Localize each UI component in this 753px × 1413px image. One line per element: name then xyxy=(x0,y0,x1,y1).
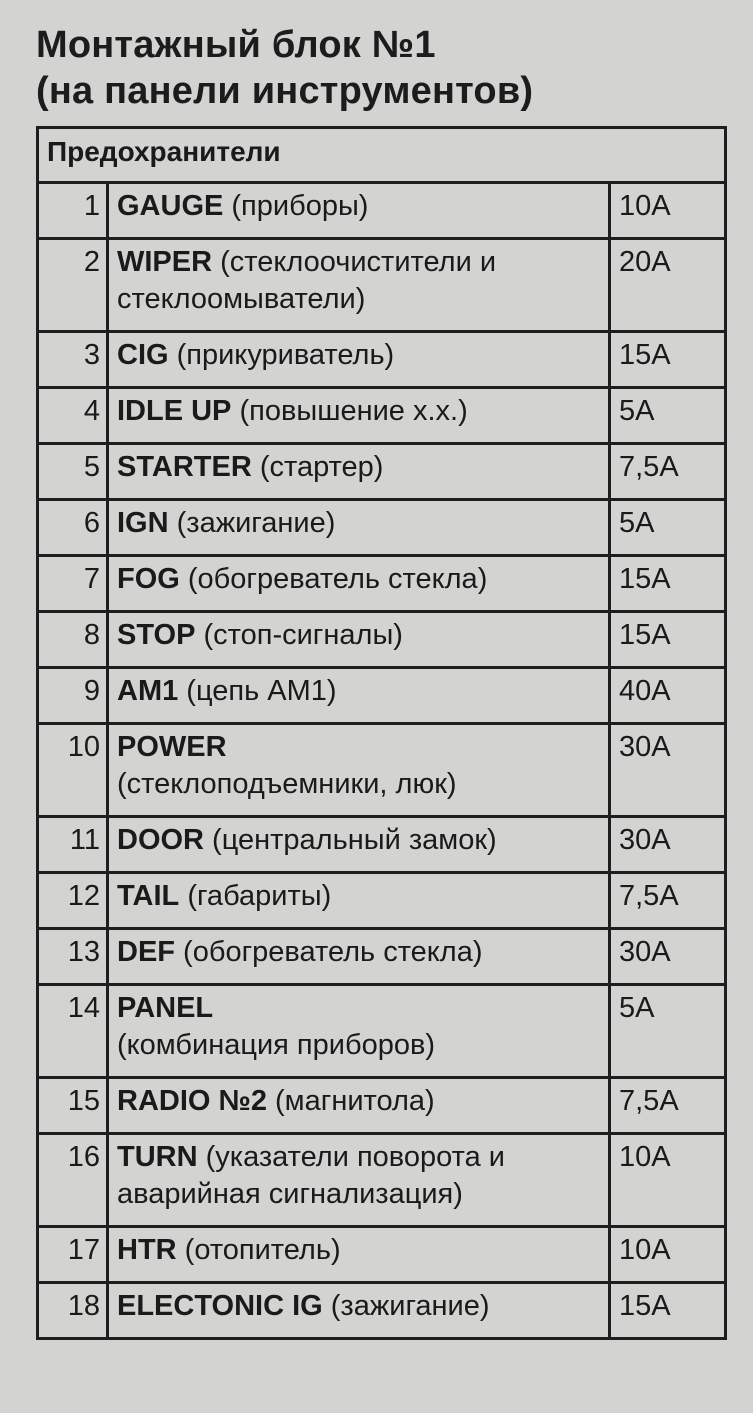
fuse-rating: 7,5A xyxy=(610,444,726,500)
fuse-code: RADIO №2 xyxy=(117,1085,267,1117)
table-row xyxy=(38,1134,726,1227)
fuse-description xyxy=(108,332,610,388)
table-row xyxy=(38,388,726,444)
fuse-code: IGN xyxy=(117,507,169,539)
fuse-number: 15 xyxy=(38,1078,108,1134)
fuse-description xyxy=(108,929,610,985)
fuse-function: (габариты) xyxy=(179,880,332,912)
fuse-table-body xyxy=(38,183,726,1339)
fuse-number: 3 xyxy=(38,332,108,388)
fuse-code: IDLE UP xyxy=(117,395,232,427)
fuse-rating: 30A xyxy=(610,724,726,817)
fuse-function: (центральный замок) xyxy=(204,824,497,856)
title-line-1: Монтажный блок №1 xyxy=(36,24,436,66)
fuse-description xyxy=(108,556,610,612)
fuse-group-header: Предохранители xyxy=(38,128,726,183)
fuse-description xyxy=(108,239,610,332)
fuse-code: AM1 xyxy=(117,675,179,707)
fuse-description xyxy=(108,500,610,556)
fuse-function: (обогреватель стекла) xyxy=(179,563,488,595)
table-row xyxy=(38,1283,726,1339)
fuse-description xyxy=(108,388,610,444)
fuse-code: TAIL xyxy=(117,880,180,912)
fuse-rating: 15A xyxy=(610,332,726,388)
fuse-number: 1 xyxy=(38,183,108,239)
fuse-code: POWER xyxy=(117,731,227,763)
fuse-rating: 10A xyxy=(610,1227,726,1283)
fuse-rating: 5A xyxy=(610,500,726,556)
fuse-rating: 30A xyxy=(610,929,726,985)
fuse-code: STARTER xyxy=(117,451,252,483)
fuse-description xyxy=(108,444,610,500)
table-row xyxy=(38,1227,726,1283)
fuse-number: 9 xyxy=(38,668,108,724)
fuse-rating: 10A xyxy=(610,1134,726,1227)
fuse-code: DOOR xyxy=(117,824,204,856)
fuse-number: 10 xyxy=(38,724,108,817)
fuse-rating: 5A xyxy=(610,985,726,1078)
fuse-rating: 20A xyxy=(610,239,726,332)
fuse-function: (обогреватель стекла) xyxy=(175,936,483,968)
fuse-number: 5 xyxy=(38,444,108,500)
fuse-number: 17 xyxy=(38,1227,108,1283)
fuse-function: (цепь АМ1) xyxy=(178,675,337,707)
fuse-description xyxy=(108,817,610,873)
table-row xyxy=(38,500,726,556)
title-line-2: (на панели инструментов) xyxy=(36,70,534,112)
table-row xyxy=(38,873,726,929)
table-row xyxy=(38,444,726,500)
fuse-code: PANEL xyxy=(117,992,214,1024)
fuse-description xyxy=(108,183,610,239)
fuse-number: 12 xyxy=(38,873,108,929)
fuse-rating: 7,5A xyxy=(610,1078,726,1134)
fuse-function: (стартер) xyxy=(251,451,384,483)
fuse-rating: 15A xyxy=(610,612,726,668)
fuse-description xyxy=(108,612,610,668)
fuse-number: 6 xyxy=(38,500,108,556)
fuse-rating: 15A xyxy=(610,1283,726,1339)
table-row xyxy=(38,556,726,612)
fuse-rating: 5A xyxy=(610,388,726,444)
fuse-function: (повышение х.х.) xyxy=(231,395,468,427)
table-row xyxy=(38,332,726,388)
fuse-number: 14 xyxy=(38,985,108,1078)
table-row xyxy=(38,183,726,239)
fuse-number: 11 xyxy=(38,817,108,873)
fuse-function: (прикуриватель) xyxy=(168,339,395,371)
fuse-number: 8 xyxy=(38,612,108,668)
table-row xyxy=(38,612,726,668)
fuse-number: 2 xyxy=(38,239,108,332)
fuse-function: (стеклоподъемники, люк) xyxy=(117,768,457,800)
fuse-function: (зажигание) xyxy=(322,1290,490,1322)
fuse-number: 4 xyxy=(38,388,108,444)
fuse-rating: 10A xyxy=(610,183,726,239)
fuse-code: STOP xyxy=(117,619,196,651)
fuse-code: HTR xyxy=(117,1234,177,1266)
fuse-code: FOG xyxy=(117,563,180,595)
fuse-description xyxy=(108,985,610,1078)
fuse-description xyxy=(108,668,610,724)
table-row xyxy=(38,239,726,332)
table-row xyxy=(38,817,726,873)
table-row xyxy=(38,1078,726,1134)
fuse-function: (комбинация приборов) xyxy=(117,1029,436,1061)
fuse-function: (стоп-сигналы) xyxy=(195,619,403,651)
fuse-table xyxy=(36,126,727,1340)
fuse-function: (стеклоочистители и стеклоомыватели) xyxy=(117,246,497,315)
fuse-code: TURN xyxy=(117,1141,198,1173)
fuse-number: 16 xyxy=(38,1134,108,1227)
fuse-function: (указатели поворота и аварийная сигнализация) xyxy=(117,1141,505,1210)
table-row xyxy=(38,929,726,985)
fuse-function: (магнитола) xyxy=(266,1085,435,1117)
fuse-description xyxy=(108,1134,610,1227)
fuse-description xyxy=(108,1227,610,1283)
table-row xyxy=(38,985,726,1078)
fuse-description xyxy=(108,1078,610,1134)
fuse-number: 7 xyxy=(38,556,108,612)
fuse-rating: 30A xyxy=(610,817,726,873)
fuse-function: (приборы) xyxy=(223,190,369,222)
fuse-rating: 40A xyxy=(610,668,726,724)
fuse-code: DEF xyxy=(117,936,175,968)
fuse-rating: 15A xyxy=(610,556,726,612)
fuse-code: WIPER xyxy=(117,246,213,278)
fuse-code: CIG xyxy=(117,339,169,371)
fuse-description xyxy=(108,873,610,929)
fuse-rating: 7,5A xyxy=(610,873,726,929)
page-title xyxy=(36,22,736,114)
fuse-function: (зажигание) xyxy=(168,507,336,539)
fuse-function: (отопитель) xyxy=(176,1234,341,1266)
fuse-code: GAUGE xyxy=(117,190,224,222)
fuse-description xyxy=(108,1283,610,1339)
table-row xyxy=(38,668,726,724)
table-row xyxy=(38,724,726,817)
fuse-description xyxy=(108,724,610,817)
fuse-number: 13 xyxy=(38,929,108,985)
fuse-number: 18 xyxy=(38,1283,108,1339)
fuse-code: ELECTONIC IG xyxy=(117,1290,323,1322)
